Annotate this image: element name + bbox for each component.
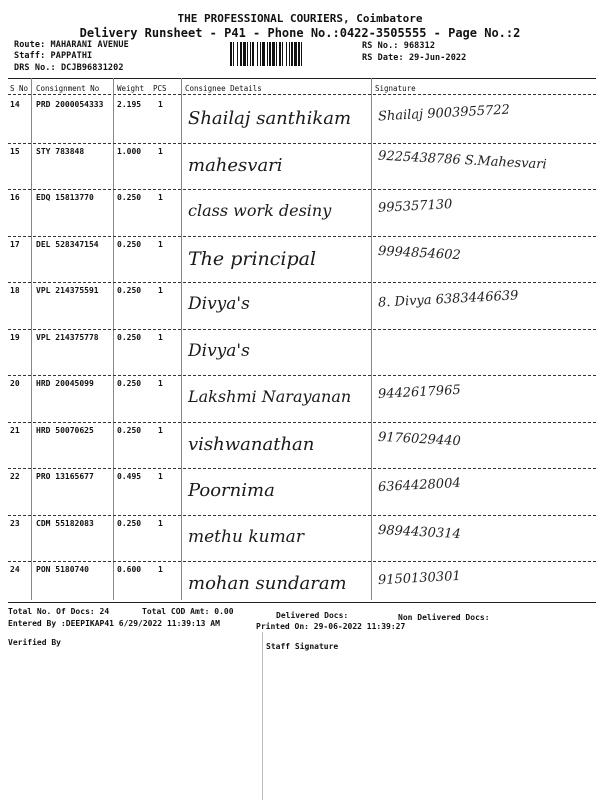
row-pcs: 1: [158, 379, 163, 388]
row-consignment-no: DEL 528347154: [36, 239, 99, 249]
row-consignee-handwriting: Poornima: [188, 480, 275, 501]
row-pcs: 1: [158, 472, 163, 481]
row-consignment-no: PRO 13165677: [36, 472, 94, 481]
row-sno: 22: [10, 472, 20, 481]
row-consignee-handwriting: methu kumar: [188, 526, 304, 547]
company-title: THE PROFESSIONAL COURIERS, Coimbatore: [177, 12, 423, 25]
row-consignment-no: PON 5180740: [36, 565, 89, 574]
row-consignee-handwriting: The principal: [188, 247, 317, 270]
row-consignee-handwriting: mahesvari: [188, 154, 283, 176]
col-divider: [371, 78, 372, 600]
total-cod: Total COD Amt: 0.00: [142, 607, 234, 616]
row-weight: 0.250: [117, 425, 142, 435]
row-signature-handwriting: Shailaj 9003955722: [377, 102, 511, 125]
row-pcs: 1: [158, 286, 163, 295]
row-consignee-handwriting: class work desiny: [188, 201, 332, 220]
row-consignment-no: VPL 214375591: [36, 286, 99, 295]
row-consignee-handwriting: Lakshmi Narayanan: [188, 387, 352, 406]
row-weight: 0.250: [117, 518, 142, 528]
row-sno: 15: [10, 146, 20, 156]
row-signature-handwriting: 9894430314: [377, 522, 462, 542]
table-bottom-rule: [8, 602, 596, 603]
footer-divider: [262, 632, 263, 800]
row-divider: [8, 515, 596, 516]
row-consignment-no: HRD 50070625: [36, 425, 94, 435]
barcode-image: [230, 42, 350, 66]
row-weight: 0.250: [117, 286, 142, 295]
row-signature-handwriting: 8. Divya 6383446639: [377, 288, 519, 311]
col-divider: [113, 78, 114, 600]
rs-date: RS Date: 29-Jun-2022: [362, 53, 467, 63]
row-consignee-handwriting: Shailaj santhikam: [188, 108, 352, 129]
row-pcs: 1: [158, 239, 163, 249]
row-divider: [8, 375, 596, 376]
row-consignment-no: STY 783848: [36, 146, 85, 156]
row-divider: [8, 329, 596, 330]
row-weight: 0.495: [117, 472, 142, 481]
row-divider: [8, 422, 596, 423]
col-pcs: PCS: [153, 84, 167, 93]
row-pcs: 1: [158, 100, 163, 109]
row-sno: 20: [10, 379, 20, 388]
row-sno: 19: [10, 332, 20, 342]
row-consignee-handwriting: mohan sundaram: [188, 573, 347, 594]
row-consignment-no: EDQ 15813770: [36, 193, 94, 202]
col-sno: S No: [10, 84, 29, 93]
row-signature-handwriting: 9150130301: [377, 568, 462, 589]
row-weight: 0.250: [117, 332, 142, 342]
row-pcs: 1: [158, 425, 163, 435]
row-weight: 0.250: [117, 379, 142, 388]
runsheet-title: Delivery Runsheet - P41 - Phone No.:0422-3505555 - Page No.:2: [79, 26, 521, 40]
row-divider: [8, 282, 596, 283]
rs-number: RS No.: 968312: [362, 41, 436, 51]
row-signature-handwriting: 9442617965: [377, 382, 462, 403]
row-consignment-no: VPL 214375778: [36, 332, 99, 342]
non-delivered-docs: Non Delivered Docs:: [398, 613, 490, 622]
row-sno: 17: [10, 239, 20, 249]
verified-by: Verified By: [8, 638, 61, 647]
header-bottom-rule: [8, 94, 596, 95]
route-label: Route: MAHARANI AVENUE: [14, 40, 129, 50]
printed-on: Printed On: 29-06-2022 11:39:27: [256, 622, 406, 631]
col-consignee: Consignee Details: [185, 84, 262, 93]
row-consignee-handwriting: Divya's: [188, 294, 250, 314]
row-weight: 0.600: [117, 565, 142, 574]
total-docs: Total No. Of Docs: 24: [8, 607, 110, 616]
row-sno: 18: [10, 286, 20, 295]
row-weight: 0.250: [117, 193, 142, 202]
row-weight: 0.250: [117, 239, 142, 249]
row-sno: 16: [10, 193, 20, 202]
row-signature-handwriting: 6364428004: [377, 475, 462, 496]
row-pcs: 1: [158, 565, 163, 574]
row-pcs: 1: [158, 193, 163, 202]
row-divider: [8, 468, 596, 469]
row-sno: 24: [10, 565, 20, 574]
row-divider: [8, 143, 596, 144]
staff-label: Staff: PAPPATHI: [14, 51, 93, 61]
row-consignment-no: HRD 20045099: [36, 379, 94, 388]
row-consignment-no: PRD 2000054333: [36, 100, 104, 109]
row-sno: 23: [10, 518, 20, 528]
col-signature: Signature: [375, 84, 416, 93]
row-pcs: 1: [158, 518, 163, 528]
row-sno: 14: [10, 100, 20, 109]
row-divider: [8, 189, 596, 190]
table-top-rule: [8, 78, 596, 79]
col-divider: [181, 78, 182, 600]
row-signature-handwriting: 995357130: [377, 197, 453, 216]
drs-label: DRS No.: DCJB96831202: [14, 63, 124, 73]
row-signature-handwriting: 9176029440: [377, 429, 462, 449]
row-signature-handwriting: 9225438786 S.Mahesvari: [377, 148, 547, 172]
staff-signature-label: Staff Signature: [266, 642, 339, 651]
entered-by: Entered By :DEEPIKAP41 6/29/2022 11:39:13 AM: [8, 619, 220, 628]
col-consignment: Consignment No: [36, 84, 100, 93]
row-divider: [8, 561, 596, 562]
delivered-docs: Delivered Docs:: [276, 611, 349, 620]
row-divider: [8, 236, 596, 237]
row-consignee-handwriting: vishwanathan: [188, 433, 315, 455]
barcode-bar: [301, 42, 302, 66]
col-divider: [31, 78, 32, 600]
col-weight: Weight: [117, 84, 145, 93]
row-pcs: 1: [158, 332, 163, 342]
row-weight: 1.000: [117, 146, 142, 156]
row-consignment-no: CDM 55182083: [36, 518, 94, 528]
row-weight: 2.195: [117, 100, 142, 109]
row-sno: 21: [10, 425, 20, 435]
row-pcs: 1: [158, 146, 163, 156]
row-signature-handwriting: 9994854602: [377, 243, 462, 263]
row-consignee-handwriting: Divya's: [188, 340, 250, 361]
